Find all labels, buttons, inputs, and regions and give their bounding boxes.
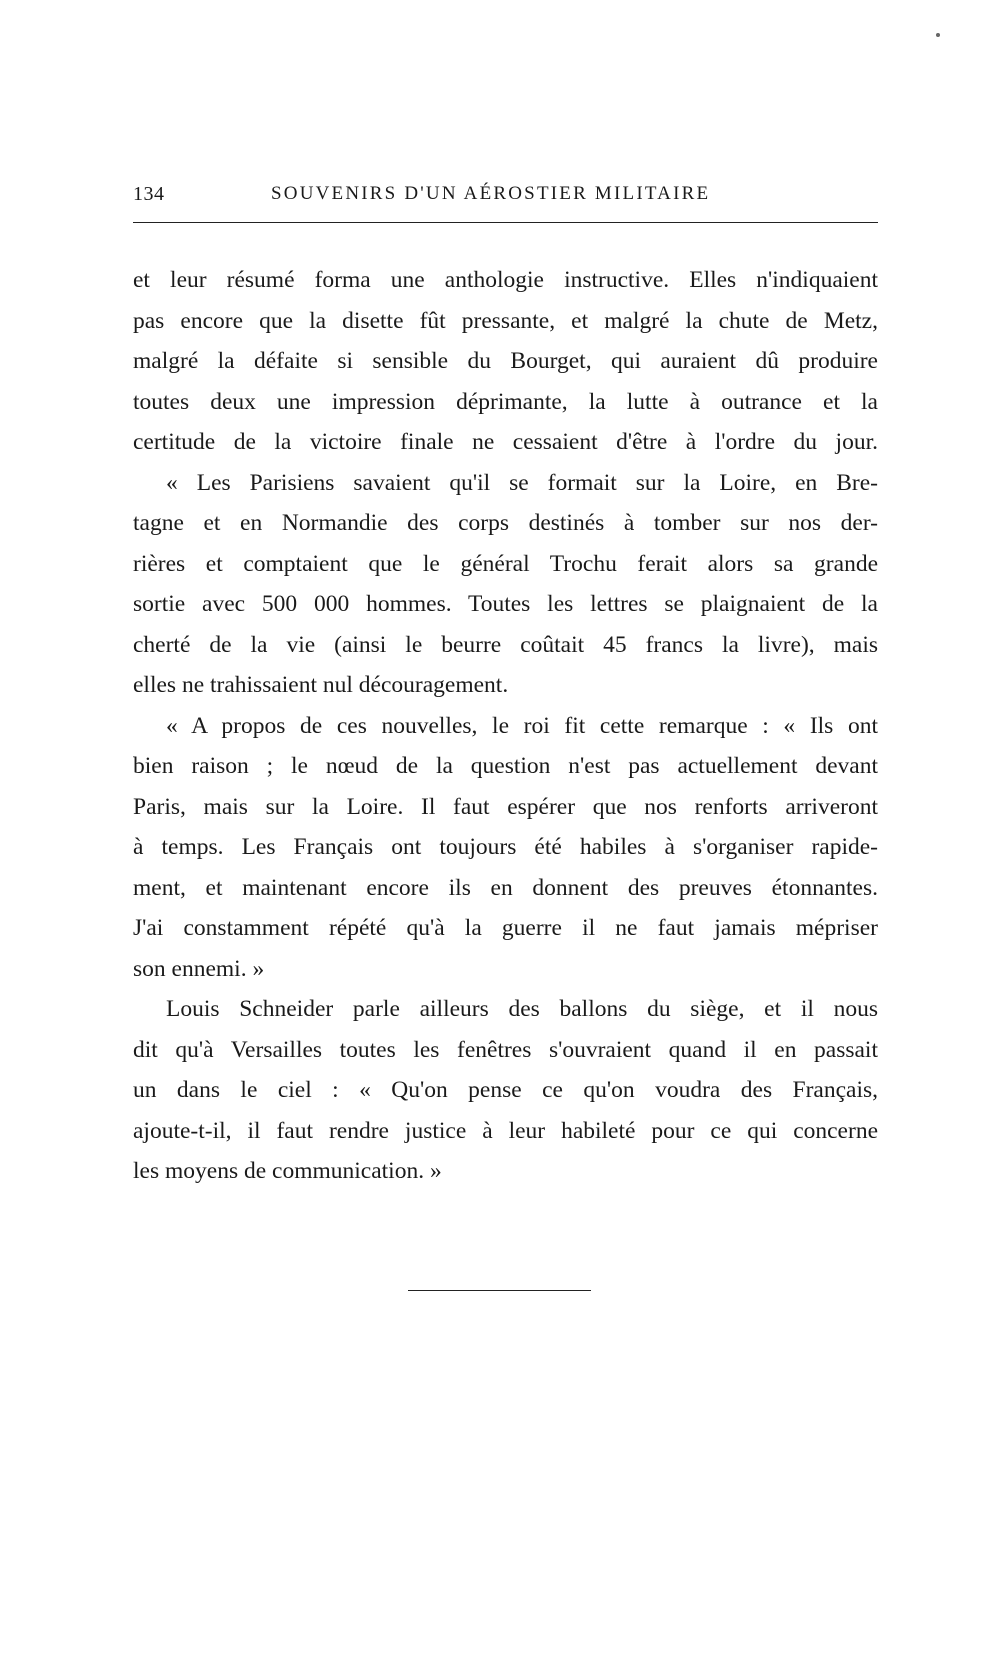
text-line: sortie avec 500 000 hommes. Toutes les lettres se plaignaient de la	[133, 591, 878, 617]
text-line: tagne et en Normandie des corps destinés à tomber sur nos der-	[133, 510, 878, 536]
text-line: rières et comptaient que le général Trochu ferait alors sa grande	[133, 550, 878, 577]
text-line: Louis Schneider parle ailleurs des ballons du siège, et il nous	[166, 996, 878, 1022]
text-line: cherté de la vie (ainsi le beurre coûtait 45 francs la livre), mais	[133, 631, 878, 658]
text-line: J'ai constamment répété qu'à la guerre il ne faut jamais mépriser	[133, 915, 878, 941]
text-line: un dans le ciel : « Qu'on pense ce qu'on voudra des Français,	[133, 1077, 878, 1103]
text-line: elles ne trahissaient nul découragement.	[133, 672, 509, 698]
section-end-rule	[408, 1290, 591, 1291]
text-line: pas encore que la disette fût pressante, et malgré la chute de Metz,	[133, 307, 878, 334]
header-rule	[133, 222, 878, 223]
text-line: à temps. Les Français ont toujours été habiles à s'organiser rapide-	[133, 834, 878, 860]
text-line: ajoute-t-il, il faut rendre justice à leur habileté pour ce qui concerne	[133, 1117, 878, 1144]
running-head: SOUVENIRS D'UN AÉROSTIER MILITAIRE	[271, 183, 711, 204]
text-line: « A propos de ces nouvelles, le roi fit cette remarque : « Ils ont	[166, 712, 878, 739]
body-text	[133, 260, 878, 1192]
page-header	[133, 183, 878, 215]
text-line: et leur résumé forma une anthologie instructive. Elles n'indiquaient	[133, 267, 878, 293]
text-line: son ennemi. »	[133, 955, 265, 982]
text-line: malgré la défaite si sensible du Bourget, qui auraient dû produire	[133, 348, 878, 374]
text-line: les moyens de communication. »	[133, 1158, 442, 1184]
text-line: toutes deux une impression déprimante, la lutte à outrance et la	[133, 388, 878, 415]
scan-speck	[936, 33, 940, 37]
text-line: bien raison ; le nœud de la question n'est pas actuellement devant	[133, 753, 878, 779]
text-line: certitude de la victoire finale ne cessaient d'être à l'ordre du jour.	[133, 429, 878, 455]
text-line: Paris, mais sur la Loire. Il faut espérer que nos renforts arriveront	[133, 793, 878, 820]
text-line: dit qu'à Versailles toutes les fenêtres s'ouvraient quand il en passait	[133, 1036, 878, 1063]
page-number: 134	[133, 183, 165, 205]
text-line: « Les Parisiens savaient qu'il se formait sur la Loire, en Bre-	[166, 469, 878, 496]
text-line: ment, et maintenant encore ils en donnent des preuves étonnantes.	[133, 874, 878, 901]
